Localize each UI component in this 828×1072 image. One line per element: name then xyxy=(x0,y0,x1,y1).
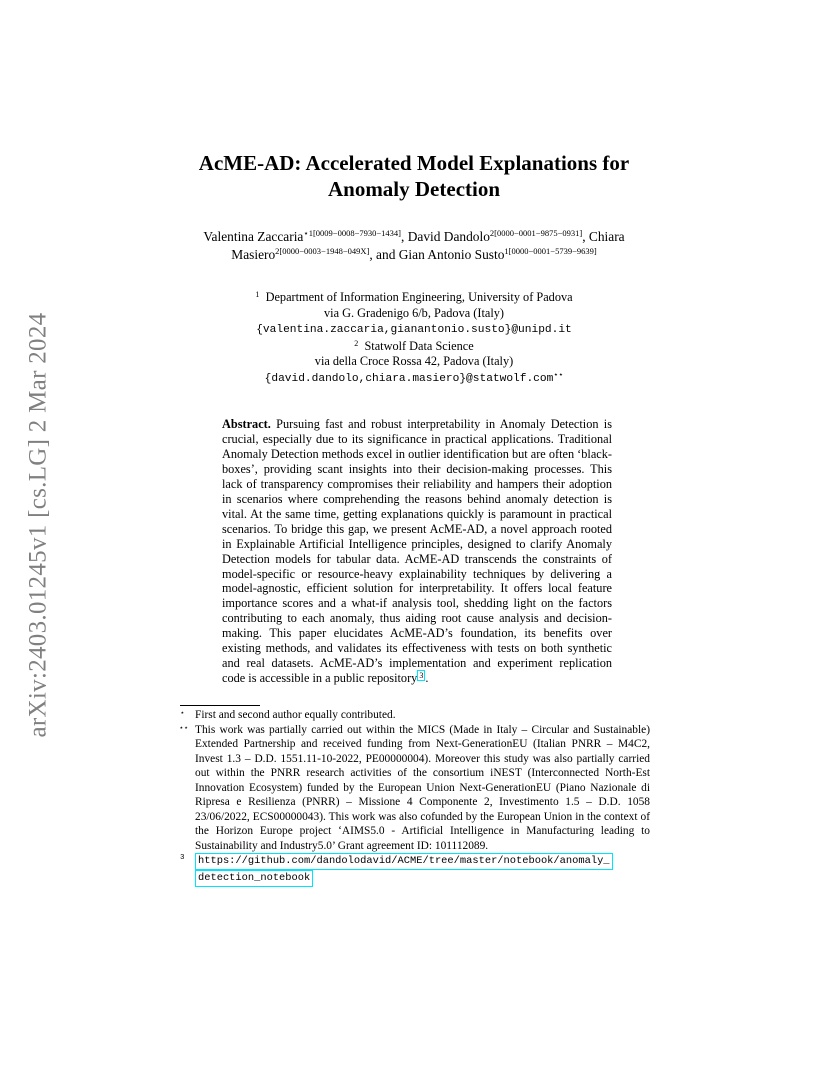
arxiv-identifier-stamp xyxy=(22,290,54,760)
repository-link-line-2[interactable]: detection_notebook xyxy=(195,870,313,887)
footnote-mark: 3 xyxy=(180,854,185,862)
footnote-marker: ⋆⋆ xyxy=(553,369,564,379)
affiliation-2-email xyxy=(170,370,658,388)
title-line-2: Anomaly Detection xyxy=(327,177,501,201)
email-text: {david.dandolo,chiara.masiero}@statwolf.com xyxy=(264,372,554,385)
author-orcid-superscript: ⋆1[0009−0008−7930−1434] xyxy=(303,228,401,238)
footnote-mark: ⋆⋆ xyxy=(179,722,189,732)
affiliation-mark: 2 xyxy=(354,338,359,348)
footnote-divider xyxy=(180,705,260,706)
repository-link-line-1[interactable]: https://github.com/dandolodavid/ACME/tree/master/notebook/anomaly_ xyxy=(195,853,613,870)
arxiv-identifier-text: arXiv:2403.01245v1 [cs.LG] 2 Mar 2024 xyxy=(24,312,52,738)
affiliation-2-department xyxy=(170,339,658,355)
author-list xyxy=(170,228,658,263)
author-orcid-superscript: 1[0000−0001−5739−9639] xyxy=(504,245,597,256)
author-name: Chiara Masiero xyxy=(231,229,625,262)
email-text: {valentina.zaccaria,gianantonio.susto}@unipd.it xyxy=(256,324,572,337)
footnote-2 xyxy=(180,723,650,854)
affiliation-text: Statwolf Data Science xyxy=(364,338,474,353)
author-orcid-superscript: 2[0000−0001−9875−0931] xyxy=(489,228,583,238)
footnotes xyxy=(180,708,650,887)
abstract-end: . xyxy=(425,671,429,686)
affiliation-1-department xyxy=(170,290,658,306)
affiliation-mark: 1 xyxy=(255,290,260,299)
abstract xyxy=(222,417,612,686)
footnote-mark: ⋆ xyxy=(180,708,185,717)
footnote-1 xyxy=(180,708,650,723)
abstract-body: Pursuing fast and robust interpretability in Anomaly Detection is crucial, especially due to its significance in practical applications. Traditional Anomaly Detection methods excel in outlier identification but are often ‘black-boxes’, providing scant insights into their decision-making processes. This lack of transparency compromises their reliability and hampers their adoption in scenarios where comprehending the reasons behind anomaly detection is vital. At the same time, getting explanations quickly is paramount in practical scenarios. To bridge this gap, we present AcME-AD, a novel approach rooted in Explainable Artificial Intelligence principles, designed to clarify Anomaly Detection models for tabular data. AcME-AD transcends the constraints of model-specific or resource-heavy explainability techniques by delivering a model-agnostic, efficient solution for interpretability. It offers local feature importance scores and a what-if analysis tool, shedding light on the factors contributing to each anomaly, thus aiding root cause analysis and decision-making. This paper elucidates AcME-AD’s foundation, its benefits over existing methods, and validates its effectiveness with tests on both synthetic and real datasets. AcME-AD’s implementation and experiment replication code is accessible in a public repository xyxy=(222,417,612,686)
affiliation-1-address: via G. Gradenigo 6/b, Padova (Italy) xyxy=(324,305,504,320)
author-name: Valentina Zaccaria xyxy=(203,229,304,244)
author-separator: , xyxy=(401,229,408,244)
author-orcid-superscript: 2[0000−0003−1948−049X] xyxy=(275,245,370,256)
author-separator: , xyxy=(582,229,589,244)
affiliations xyxy=(170,290,658,388)
author-separator: , and xyxy=(369,246,399,262)
abstract-label: Abstract. xyxy=(222,417,271,431)
author-name: David Dandolo xyxy=(407,229,490,244)
footnote-text: First and second author equally contributed. xyxy=(195,709,396,721)
author-name: Gian Antonio Susto xyxy=(398,246,505,262)
affiliation-2-address: via della Croce Rossa 42, Padova (Italy) xyxy=(314,354,514,369)
footnote-link-3[interactable]: 3 xyxy=(419,671,424,681)
affiliation-1-email xyxy=(170,321,658,339)
affiliation-text: Department of Information Engineering, University of Padova xyxy=(265,290,573,304)
paper-title xyxy=(150,150,678,202)
footnote-text: This work was partially carried out within the MICS (Made in Italy – Circular and Sustainable) Extended Partnership and received funding from Next-GenerationEU (Italian PNRR – M4C2, Invest 1.3 – D.D. 1551.11-10-2022, PE00000004). Moreover this study was also partially carried out within the PNRR research activities of the consortium iNEST (Interconnected North-Est Innovation Ecosystem) funded by the European Union Next-GenerationEU (Piano Nazionale di Ripresa e Resilienza (PNRR) – Missione 4 Componente 2, Investimento 1.5 – D.D. 1058 23/06/2022, ECS00000043). This work was also cofunded by the European Union in the context of the Horizon Europe project ‘AIMS5.0 - Artificial Intelligence in Manufacturing leading to Sustainability and Industry5.0’ Grant agreement ID: 101112089. xyxy=(195,723,650,852)
title-line-1: AcME-AD: Accelerated Model Explanations for xyxy=(198,151,630,175)
footnote-3 xyxy=(180,853,650,887)
